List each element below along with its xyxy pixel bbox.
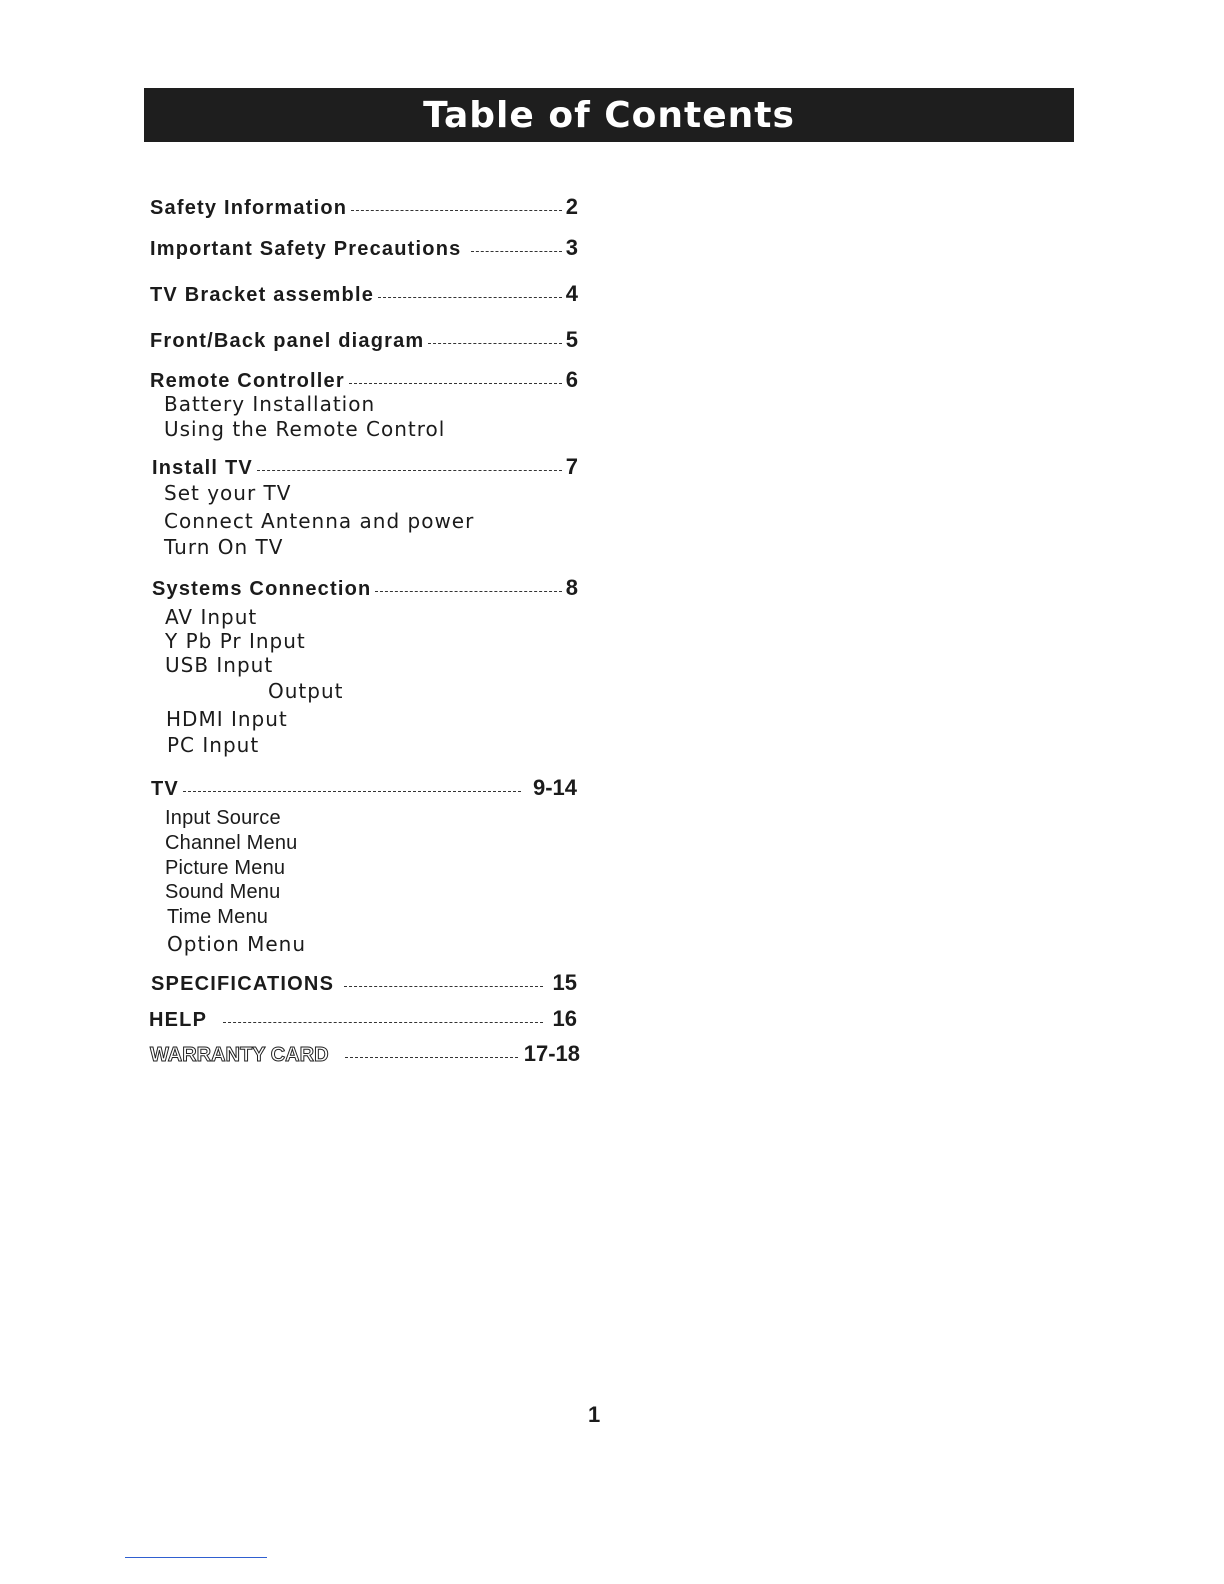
toc-entry-safety-information[interactable] [150,194,578,220]
toc-subentry[interactable]: PC Input [167,733,260,757]
toc-entry-page: 15 [552,970,577,995]
toc-entry-label: TV [151,778,179,800]
toc-subentry[interactable]: Time Menu [167,906,269,928]
toc-subentry[interactable]: Using the Remote Control [164,417,446,441]
toc-entry-important-safety-precautions[interactable] [150,235,578,261]
toc-entry-help[interactable] [149,1006,577,1032]
page-title: Table of Contents [423,94,795,136]
toc-entry-label: Safety Information [150,197,348,219]
toc-entry-label: Install TV [152,457,253,479]
dot-leader [257,469,562,471]
toc-entry-front-back-panel-diagram[interactable] [150,327,578,353]
toc-entry-page: 2 [565,194,578,219]
toc-subentry[interactable]: HDMI Input [166,707,288,731]
toc-entry-specifications[interactable] [151,970,577,996]
toc-subentry[interactable]: Turn On TV [164,535,284,559]
toc-entry-page: 17-18 [523,1041,580,1066]
toc-subentry[interactable]: USB Input [165,653,274,677]
toc-entry-page: 7 [565,454,578,479]
toc-subentry[interactable]: Channel Menu [165,832,298,854]
toc-entry-label: Important Safety Precautions [150,238,462,260]
toc-subentry[interactable]: Output [268,679,344,703]
toc-entry-label: TV Bracket assemble [150,284,375,306]
dot-leader [351,209,562,211]
dot-leader [378,296,562,298]
toc-subentry[interactable]: Picture Menu [165,857,286,879]
dot-leader [375,590,561,592]
toc-entry-label: Remote Controller [150,370,345,392]
toc-subentry[interactable]: Connect Antenna and power [164,509,475,533]
toc-entry-page: 6 [565,367,578,392]
dot-leader [349,382,562,384]
dot-leader [344,985,542,987]
toc-entry-page: 9-14 [532,775,577,800]
toc-entry-label: WARRANTY CARD [150,1044,329,1066]
toc-entry-label: Systems Connection [152,578,372,600]
toc-entry-warranty-card[interactable] [150,1041,580,1067]
toc-entry-install-tv[interactable] [152,454,578,480]
toc-subentry[interactable]: AV Input [165,605,258,629]
footer-rule [125,1557,267,1558]
toc-entry-tv[interactable] [151,775,577,801]
toc-entry-label: Front/Back panel diagram [150,330,425,352]
toc-entry-systems-connection[interactable] [152,575,578,601]
toc-entry-page: 4 [565,281,578,306]
toc-entry-remote-controller[interactable] [150,367,578,393]
toc-entry-page: 16 [552,1006,577,1031]
toc-entry-page: 5 [565,327,578,352]
dot-leader [471,250,561,252]
toc-subentry[interactable]: Sound Menu [165,881,281,903]
toc-subentry[interactable]: Option Menu [167,932,307,956]
toc-subentry[interactable]: Input Source [165,807,281,829]
toc-entry-label: HELP [149,1009,208,1031]
toc-entry-label: SPECIFICATIONS [151,973,335,995]
toc-entry-tv-bracket-assemble[interactable] [150,281,578,307]
toc-subentry[interactable]: Battery Installation [164,392,376,416]
dot-leader [183,790,521,792]
toc-subentry[interactable]: Y Pb Pr Input [165,629,306,653]
dot-leader [345,1056,518,1058]
dot-leader [223,1021,542,1023]
toc-subentry[interactable]: Set your TV [164,481,292,505]
toc-entry-page: 3 [565,235,578,260]
dot-leader [428,342,561,344]
toc-entry-page: 8 [565,575,578,600]
page-number: 1 [588,1402,601,1427]
